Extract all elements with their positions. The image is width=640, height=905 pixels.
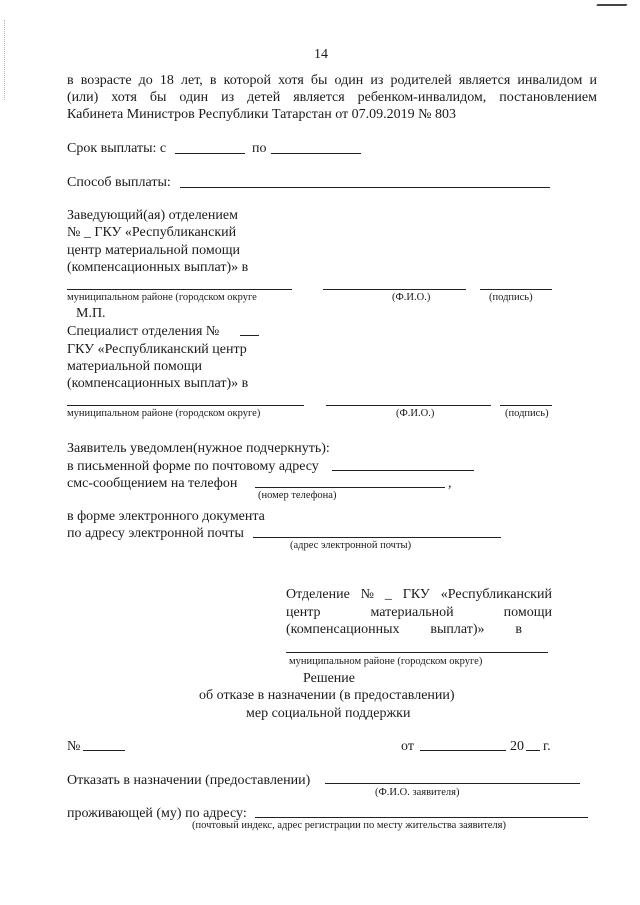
addressee-word: помощи xyxy=(503,605,552,620)
head-sign-field[interactable] xyxy=(480,289,552,290)
refuse-fio-field[interactable] xyxy=(325,783,580,784)
email-caption: (адрес электронной почты) xyxy=(290,540,412,551)
head-district-field[interactable] xyxy=(67,289,292,290)
intro-line-3: Кабинета Министров Республики Татарстан от 07.09.2019 № 803 xyxy=(67,107,457,122)
margin-dots xyxy=(4,20,6,100)
addressee-line-3 xyxy=(286,621,522,638)
specialist-line-2: ГКУ «Республиканский центр xyxy=(67,342,247,357)
addressee-word: (компенсационных xyxy=(286,622,400,637)
specialist-district-caption: муниципальном районе (городском округе) xyxy=(67,408,261,419)
notification-electronic-1: в форме электронного документа xyxy=(67,509,265,524)
stamp-label: М.П. xyxy=(76,306,106,321)
decision-year-field[interactable] xyxy=(526,750,540,751)
head-fio-caption: (Ф.И.О.) xyxy=(392,292,431,303)
decision-number-field[interactable] xyxy=(83,750,125,751)
payment-method-field[interactable] xyxy=(180,187,550,188)
addressee-district-field[interactable] xyxy=(286,652,548,653)
payment-method-label: Способ выплаты: xyxy=(67,175,171,190)
specialist-sign-caption: (подпись) xyxy=(505,408,549,419)
head-fio-field[interactable] xyxy=(323,289,466,290)
decision-title: Решение xyxy=(303,671,356,686)
notification-mail: в письменной форме по почтовому адресу xyxy=(67,459,319,474)
addressee-line-2 xyxy=(286,604,552,621)
mail-address-field[interactable] xyxy=(332,470,474,471)
specialist-fio-caption: (Ф.И.О.) xyxy=(396,408,435,419)
specialist-line-1: Специалист отделения № xyxy=(67,324,220,339)
specialist-line-3: материальной помощи xyxy=(67,359,202,374)
head-district-caption: муниципальном районе (городском округе xyxy=(67,292,257,303)
specialist-line-4: (компенсационных выплат)» в xyxy=(67,376,249,391)
address-label: проживающей (му) по адресу: xyxy=(67,806,247,821)
sms-comma: , xyxy=(448,476,452,491)
phone-caption: (номер телефона) xyxy=(258,490,337,501)
head-line-3: центр материальной помощи xyxy=(67,243,240,258)
addressee-word: выплат)» xyxy=(430,622,485,637)
decision-date-year: 20 xyxy=(510,739,524,754)
notification-sms: смс-сообщением на телефон xyxy=(67,476,238,491)
notification-electronic-2: по адресу электронной почты xyxy=(67,526,244,541)
address-caption: (почтовый индекс, адрес регистрации по месту жительства заявителя) xyxy=(192,820,506,831)
specialist-fio-field[interactable] xyxy=(326,405,491,406)
address-field[interactable] xyxy=(255,817,588,818)
payment-period-label: Срок выплаты: с xyxy=(67,141,167,156)
email-field[interactable] xyxy=(253,537,501,538)
addressee-word: № xyxy=(360,587,375,602)
head-line-2: № _ ГКУ «Республиканский xyxy=(67,225,237,240)
corner-mark xyxy=(596,0,629,6)
addressee-word: материальной xyxy=(370,605,454,620)
decision-subtitle-2: мер социальной поддержки xyxy=(246,706,411,721)
refuse-fio-caption: (Ф.И.О. заявителя) xyxy=(375,787,460,798)
phone-field[interactable] xyxy=(255,487,445,488)
intro-line-2: (или) хотя бы один из детей является ребенком-инвалидом, постановлением xyxy=(67,90,597,105)
addressee-word: Отделение xyxy=(286,587,350,602)
specialist-district-field[interactable] xyxy=(67,405,304,406)
page-number: 14 xyxy=(314,47,328,62)
intro-line-1: в возрасте до 18 лет, в которой хотя бы один из родителей является инвалидом и xyxy=(67,73,597,88)
addressee-word: центр xyxy=(286,605,321,620)
addressee-word: в xyxy=(515,622,522,637)
decision-date-from: от xyxy=(401,739,414,754)
refuse-label: Отказать в назначении (предоставлении) xyxy=(67,773,311,788)
addressee-word: «Республиканский xyxy=(440,587,552,602)
payment-period-to-label: по xyxy=(252,141,267,156)
payment-period-from-field[interactable] xyxy=(175,153,245,154)
addressee-caption: муниципальном районе (городском округе) xyxy=(289,656,483,667)
addressee-word: _ xyxy=(384,587,392,602)
specialist-sign-field[interactable] xyxy=(500,405,552,406)
notification-title: Заявитель уведомлен(нужное подчеркнуть): xyxy=(67,441,330,456)
addressee-line-1 xyxy=(286,586,552,603)
specialist-number-field[interactable] xyxy=(240,335,259,336)
addressee-word: ГКУ xyxy=(402,587,430,602)
head-line-4: (компенсационных выплат)» в xyxy=(67,260,249,275)
head-sign-caption: (подпись) xyxy=(489,292,533,303)
decision-date-field[interactable] xyxy=(420,750,506,751)
head-line-1: Заведующий(ая) отделением xyxy=(67,208,238,223)
decision-date-g: г. xyxy=(543,739,551,754)
decision-number-label: № xyxy=(67,739,81,754)
decision-subtitle-1: об отказе в назначении (в предоставлении) xyxy=(199,688,455,703)
payment-period-to-field[interactable] xyxy=(271,153,361,154)
